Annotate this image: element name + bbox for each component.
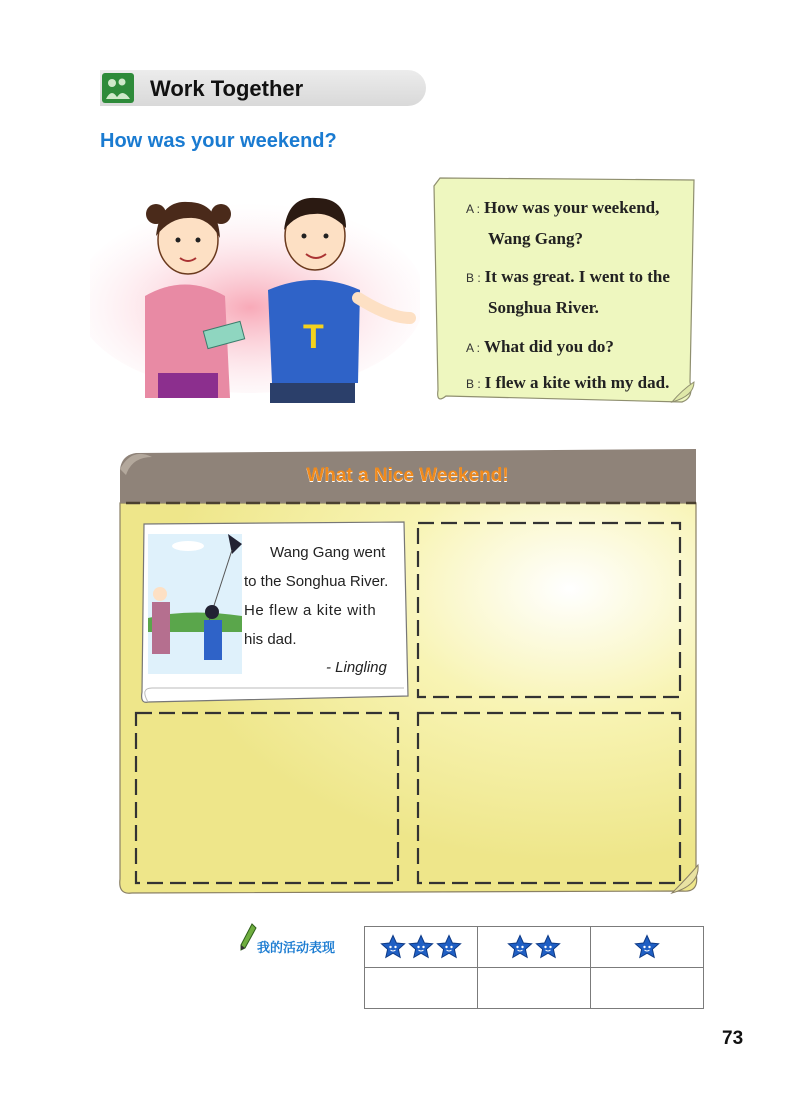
story-line-2: to the Songhua River. (244, 573, 389, 590)
rating-two-stars (478, 927, 591, 968)
children-talking-illustration (90, 178, 420, 403)
rating-label: 我的活动表现 (257, 940, 336, 955)
story-line-1: Wang Gang went (270, 544, 386, 561)
story-line-3: He flew a kite with (244, 602, 377, 619)
dialogue-text: How was your weekend, (484, 198, 660, 217)
star-icon (380, 934, 406, 960)
section-question: How was your weekend? (100, 130, 337, 152)
dialogue-line-4 (466, 373, 669, 393)
rating-box[interactable] (478, 968, 591, 1009)
dialogue-line-2-cont: Songhua River. (488, 298, 599, 317)
svg-text:T: T (303, 318, 324, 356)
star-icon (535, 934, 561, 960)
dialogue-text: I flew a kite with my dad. (484, 373, 670, 392)
group-activity-icon (102, 73, 134, 103)
rating-box[interactable] (365, 968, 478, 1009)
rating-one-star (591, 927, 704, 968)
board-title: What a Nice Weekend! (306, 465, 509, 486)
kite-flying-illustration (148, 534, 242, 674)
page-number: 73 (722, 1028, 744, 1049)
speaker-label: B : (466, 377, 481, 391)
speaker-label: B : (466, 271, 481, 285)
rating-box[interactable] (591, 968, 704, 1009)
speaker-label: A : (466, 341, 481, 355)
dialogue-text: It was great. I went to the (484, 267, 670, 286)
section-title: Work Together (150, 76, 304, 101)
star-icon (436, 934, 462, 960)
speaker-label: A : (466, 202, 481, 216)
dialogue-line-2 (466, 267, 670, 287)
dialogue-line-1-cont: Wang Gang? (488, 229, 583, 248)
dialogue-line-1 (466, 198, 659, 218)
story-line-4: his dad. (244, 631, 297, 648)
dialogue-text: What did you do? (484, 337, 614, 356)
star-icon (634, 934, 660, 960)
self-rating-table (364, 926, 704, 1009)
rating-three-stars (365, 927, 478, 968)
story-author: - Lingling (326, 659, 387, 676)
dialogue-line-3 (466, 337, 614, 357)
star-icon (507, 934, 533, 960)
pencil-icon (238, 922, 258, 954)
star-icon (408, 934, 434, 960)
